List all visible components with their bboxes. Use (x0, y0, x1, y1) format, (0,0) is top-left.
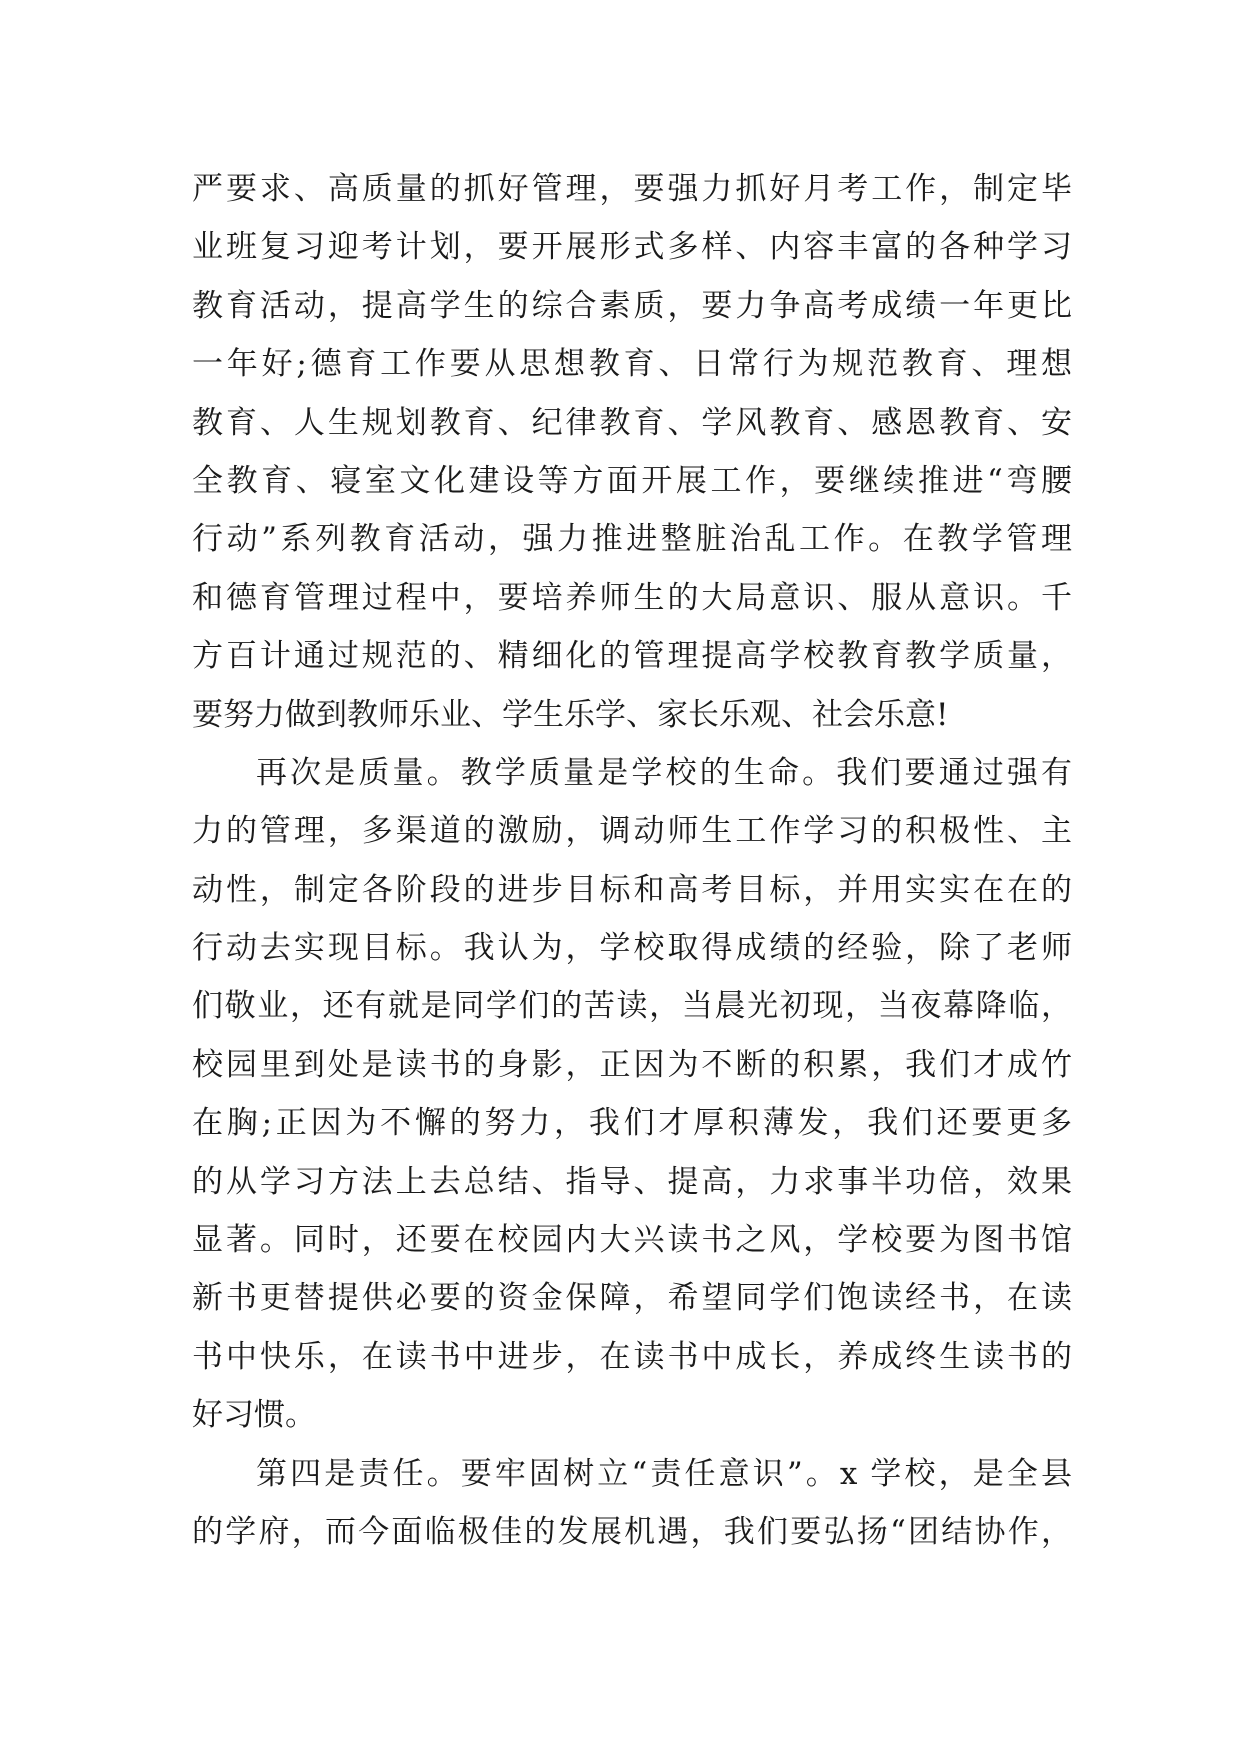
text-line: 显著。同时，还要在校园内大兴读书之风，学校要为图书馆 (192, 1222, 1072, 1259)
body-text (192, 160, 1072, 1561)
text-line: 们敬业，还有就是同学们的苦读，当晨光初现，当夜幕降临， (192, 988, 1072, 1025)
text-line: 力的管理，多渠道的激励，调动师生工作学习的积极性、主 (192, 813, 1072, 850)
text-line: 的从学习方法上去总结、指导、提高，力求事半功倍，效果 (192, 1163, 1072, 1200)
text-line: 再次是质量。教学质量是学校的生命。我们要通过强有 (256, 754, 1072, 791)
text-line: 要努力做到教师乐业、学生乐学、家长乐观、社会乐意! (192, 696, 949, 733)
text-line: 好习惯。 (192, 1397, 316, 1434)
text-line: 第四是责任。要牢固树立“责任意识”。x 学校，是全县 (256, 1455, 1072, 1492)
text-line: 在胸;正因为不懈的努力，我们才厚积薄发，我们还要更多 (192, 1105, 1072, 1142)
text-line: 和德育管理过程中，要培养师生的大局意识、服从意识。千 (192, 579, 1072, 616)
text-line: 业班复习迎考计划，要开展形式多样、内容丰富的各种学习 (192, 229, 1072, 266)
text-line: 的学府，而今面临极佳的发展机遇，我们要弘扬“团结协作， (192, 1513, 1072, 1550)
text-line: 严要求、高质量的抓好管理，要强力抓好月考工作，制定毕 (192, 171, 1072, 207)
text-line: 方百计通过规范的、精细化的管理提高学校教育教学质量， (192, 638, 1072, 675)
text-line: 教育活动，提高学生的综合素质，要力争高考成绩一年更比 (192, 287, 1072, 324)
text-line: 教育、人生规划教育、纪律教育、学风教育、感恩教育、安 (192, 404, 1072, 441)
text-line: 全教育、寝室文化建设等方面开展工作，要继续推进“弯腰 (192, 462, 1072, 499)
text-line: 一年好;德育工作要从思想教育、日常行为规范教育、理想 (192, 346, 1072, 383)
text-line: 动性，制定各阶段的进步目标和高考目标，并用实实在在的 (192, 871, 1072, 908)
text-line: 新书更替提供必要的资金保障，希望同学们饱读经书，在读 (192, 1280, 1072, 1317)
text-line: 行动去实现目标。我认为，学校取得成绩的经验，除了老师 (192, 930, 1072, 967)
text-line: 校园里到处是读书的身影，正因为不断的积累，我们才成竹 (192, 1046, 1072, 1083)
text-line: 行动”系列教育活动，强力推进整脏治乱工作。在教学管理 (192, 521, 1072, 558)
text-line: 书中快乐，在读书中进步，在读书中成长，养成终生读书的 (192, 1338, 1072, 1375)
